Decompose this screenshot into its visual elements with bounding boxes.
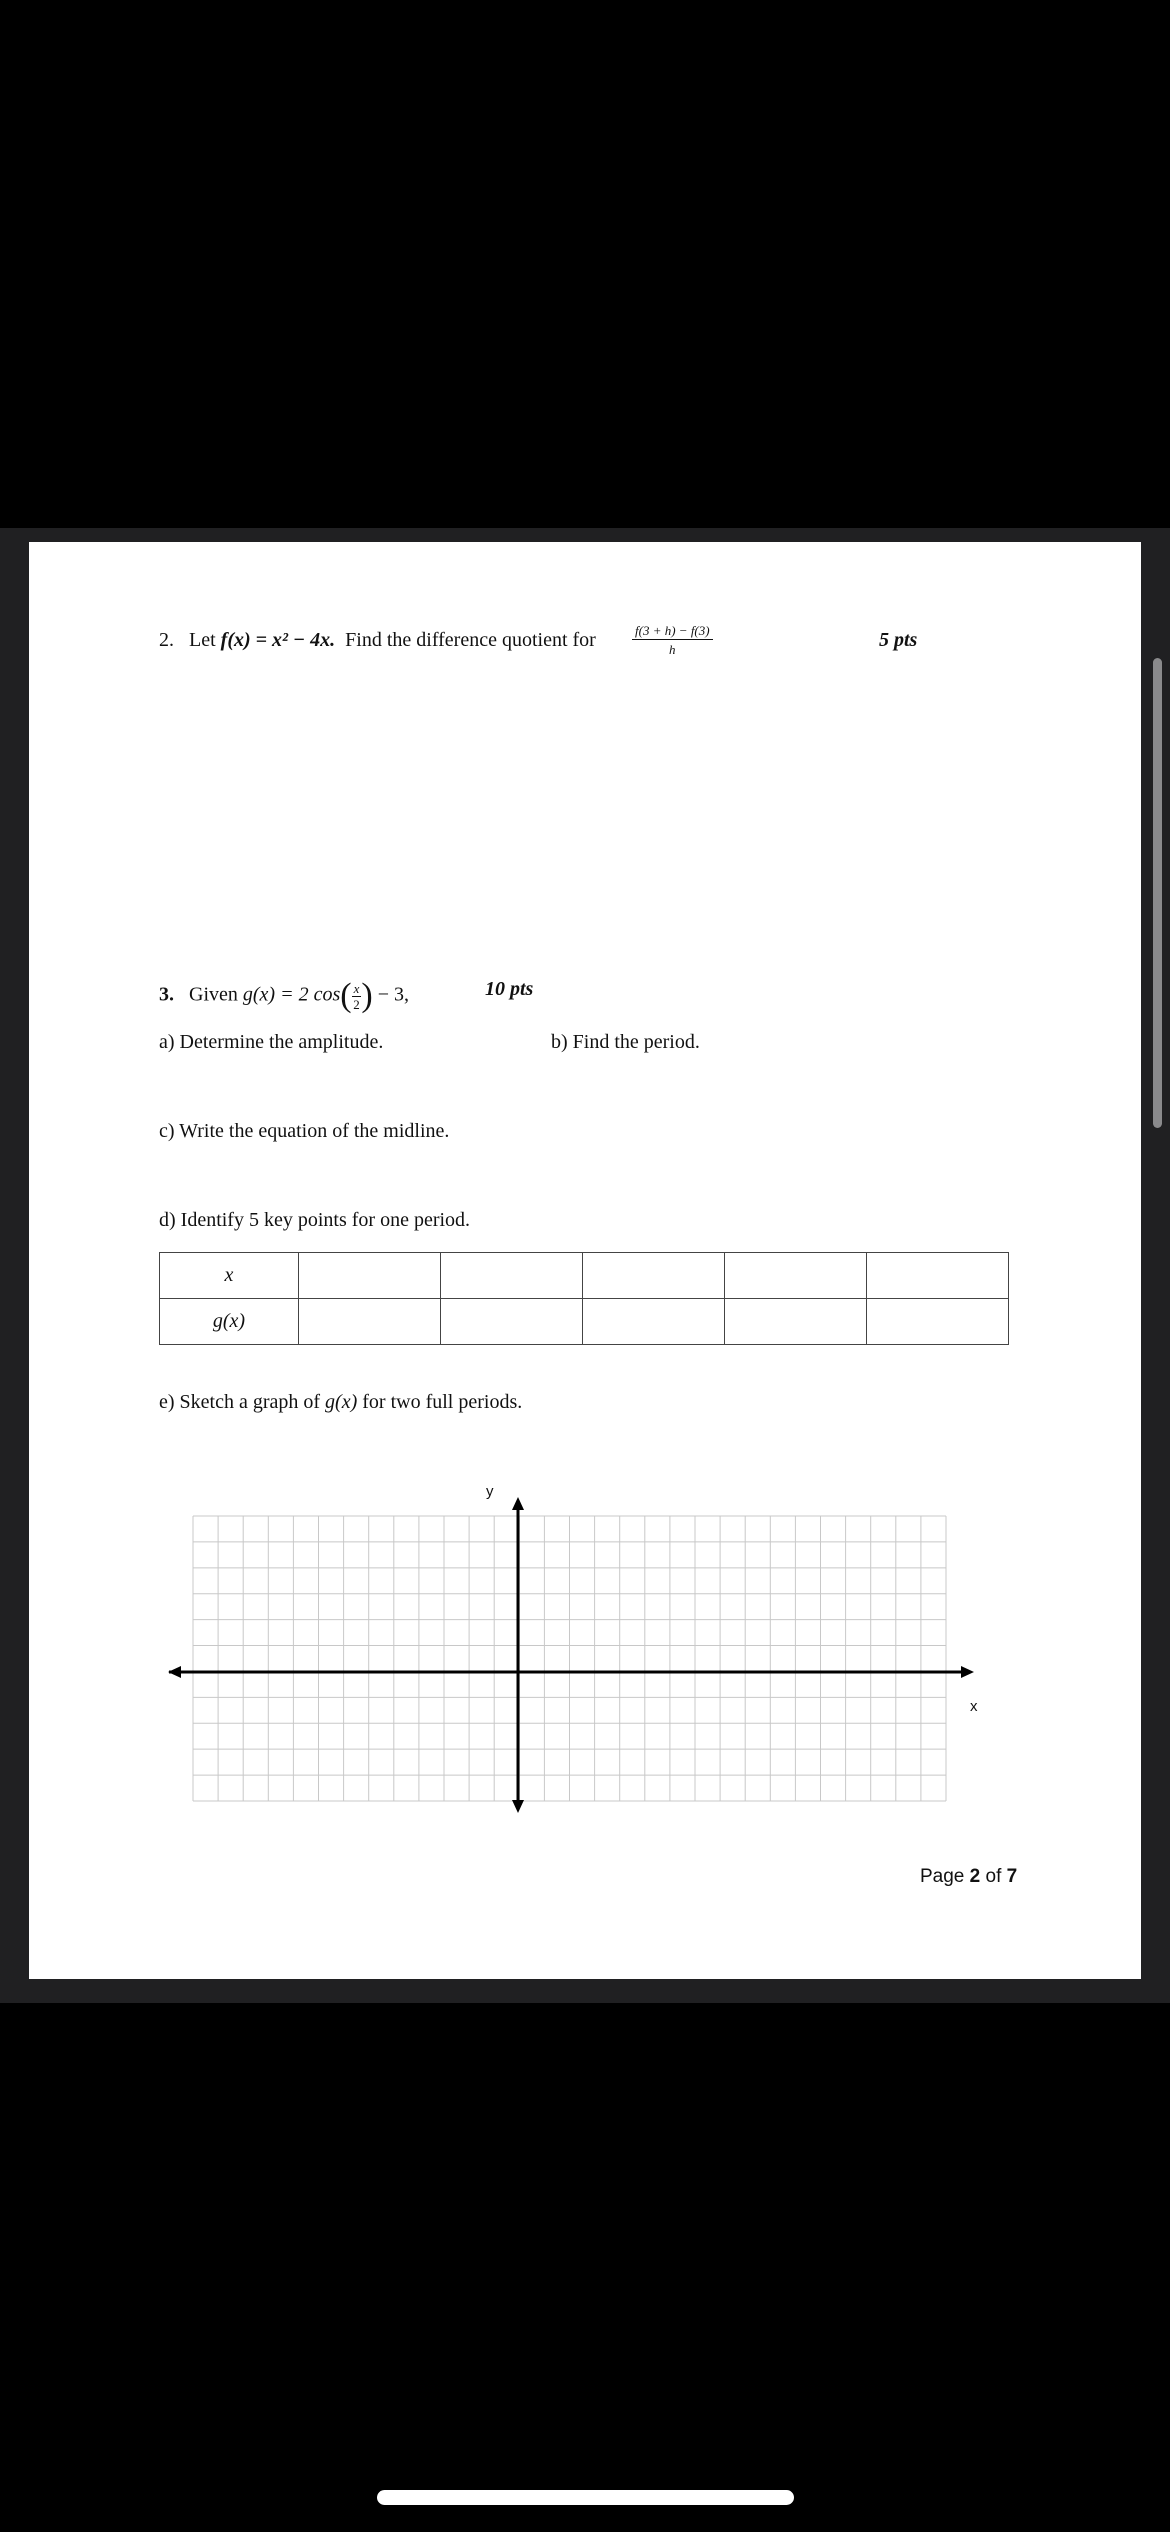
q3-points: 10 pts bbox=[485, 978, 534, 1000]
q2-denominator: h bbox=[669, 642, 676, 657]
x-axis-label: x bbox=[970, 1698, 978, 1715]
footer-prefix: Page bbox=[920, 1866, 965, 1887]
scrollbar[interactable] bbox=[1153, 658, 1162, 1128]
x-axis-left-arrow bbox=[168, 1666, 181, 1678]
home-indicator[interactable] bbox=[377, 2490, 794, 2505]
q3-part-e-post: for two full periods. bbox=[362, 1391, 523, 1413]
q3-number: 3. bbox=[159, 983, 174, 1006]
page-footer bbox=[920, 1866, 1017, 1888]
q3-frac-denominator: 2 bbox=[353, 996, 360, 1012]
question-3: 3. Given g(x) = 2 cos( $\frac{x}{2}$ ) − 3, bbox=[159, 977, 409, 1014]
y-axis-top-arrow bbox=[512, 1497, 524, 1510]
grid bbox=[193, 1516, 946, 1801]
q2-lead: Let bbox=[189, 629, 216, 651]
graph-area bbox=[29, 542, 1141, 1979]
footer-current-page: 2 bbox=[969, 1866, 981, 1887]
q3-frac-numerator: x bbox=[353, 980, 360, 996]
q3-part-d: d) Identify 5 key points for one period. bbox=[159, 1209, 471, 1231]
q3-given: Given bbox=[189, 983, 238, 1006]
q3-part-e-math: g(x) bbox=[325, 1391, 358, 1413]
q2-instruction: Find the difference quotient for bbox=[345, 629, 596, 651]
q3-part-e-pre: e) Sketch a graph of bbox=[159, 1391, 321, 1413]
y-axis-bottom-arrow bbox=[512, 1800, 524, 1813]
q3-part-a: a) Determine the amplitude. bbox=[159, 1031, 384, 1053]
q2-points: 5 pts bbox=[879, 629, 918, 651]
q2-function: f(x) = x² − 4x. bbox=[220, 629, 336, 651]
row-label-x: x bbox=[160, 1253, 299, 1299]
q3-function-rhs: − 3, bbox=[377, 983, 409, 1006]
footer-total-pages: 7 bbox=[1006, 1866, 1018, 1887]
q3-part-c: c) Write the equation of the midline. bbox=[159, 1120, 450, 1142]
q2-number: 2. bbox=[159, 629, 174, 651]
y-axis-label: y bbox=[486, 1483, 494, 1500]
x-axis-right-arrow bbox=[961, 1666, 974, 1678]
q3-function-lhs: g(x) = 2 cos bbox=[242, 983, 341, 1006]
footer-middle: of bbox=[985, 1866, 1002, 1887]
row-label-gx: g(x) bbox=[160, 1299, 299, 1345]
document-page bbox=[29, 542, 1141, 1979]
q3-part-b: b) Find the period. bbox=[551, 1031, 700, 1053]
q2-numerator: f(3 + h) − f(3) bbox=[632, 624, 713, 640]
